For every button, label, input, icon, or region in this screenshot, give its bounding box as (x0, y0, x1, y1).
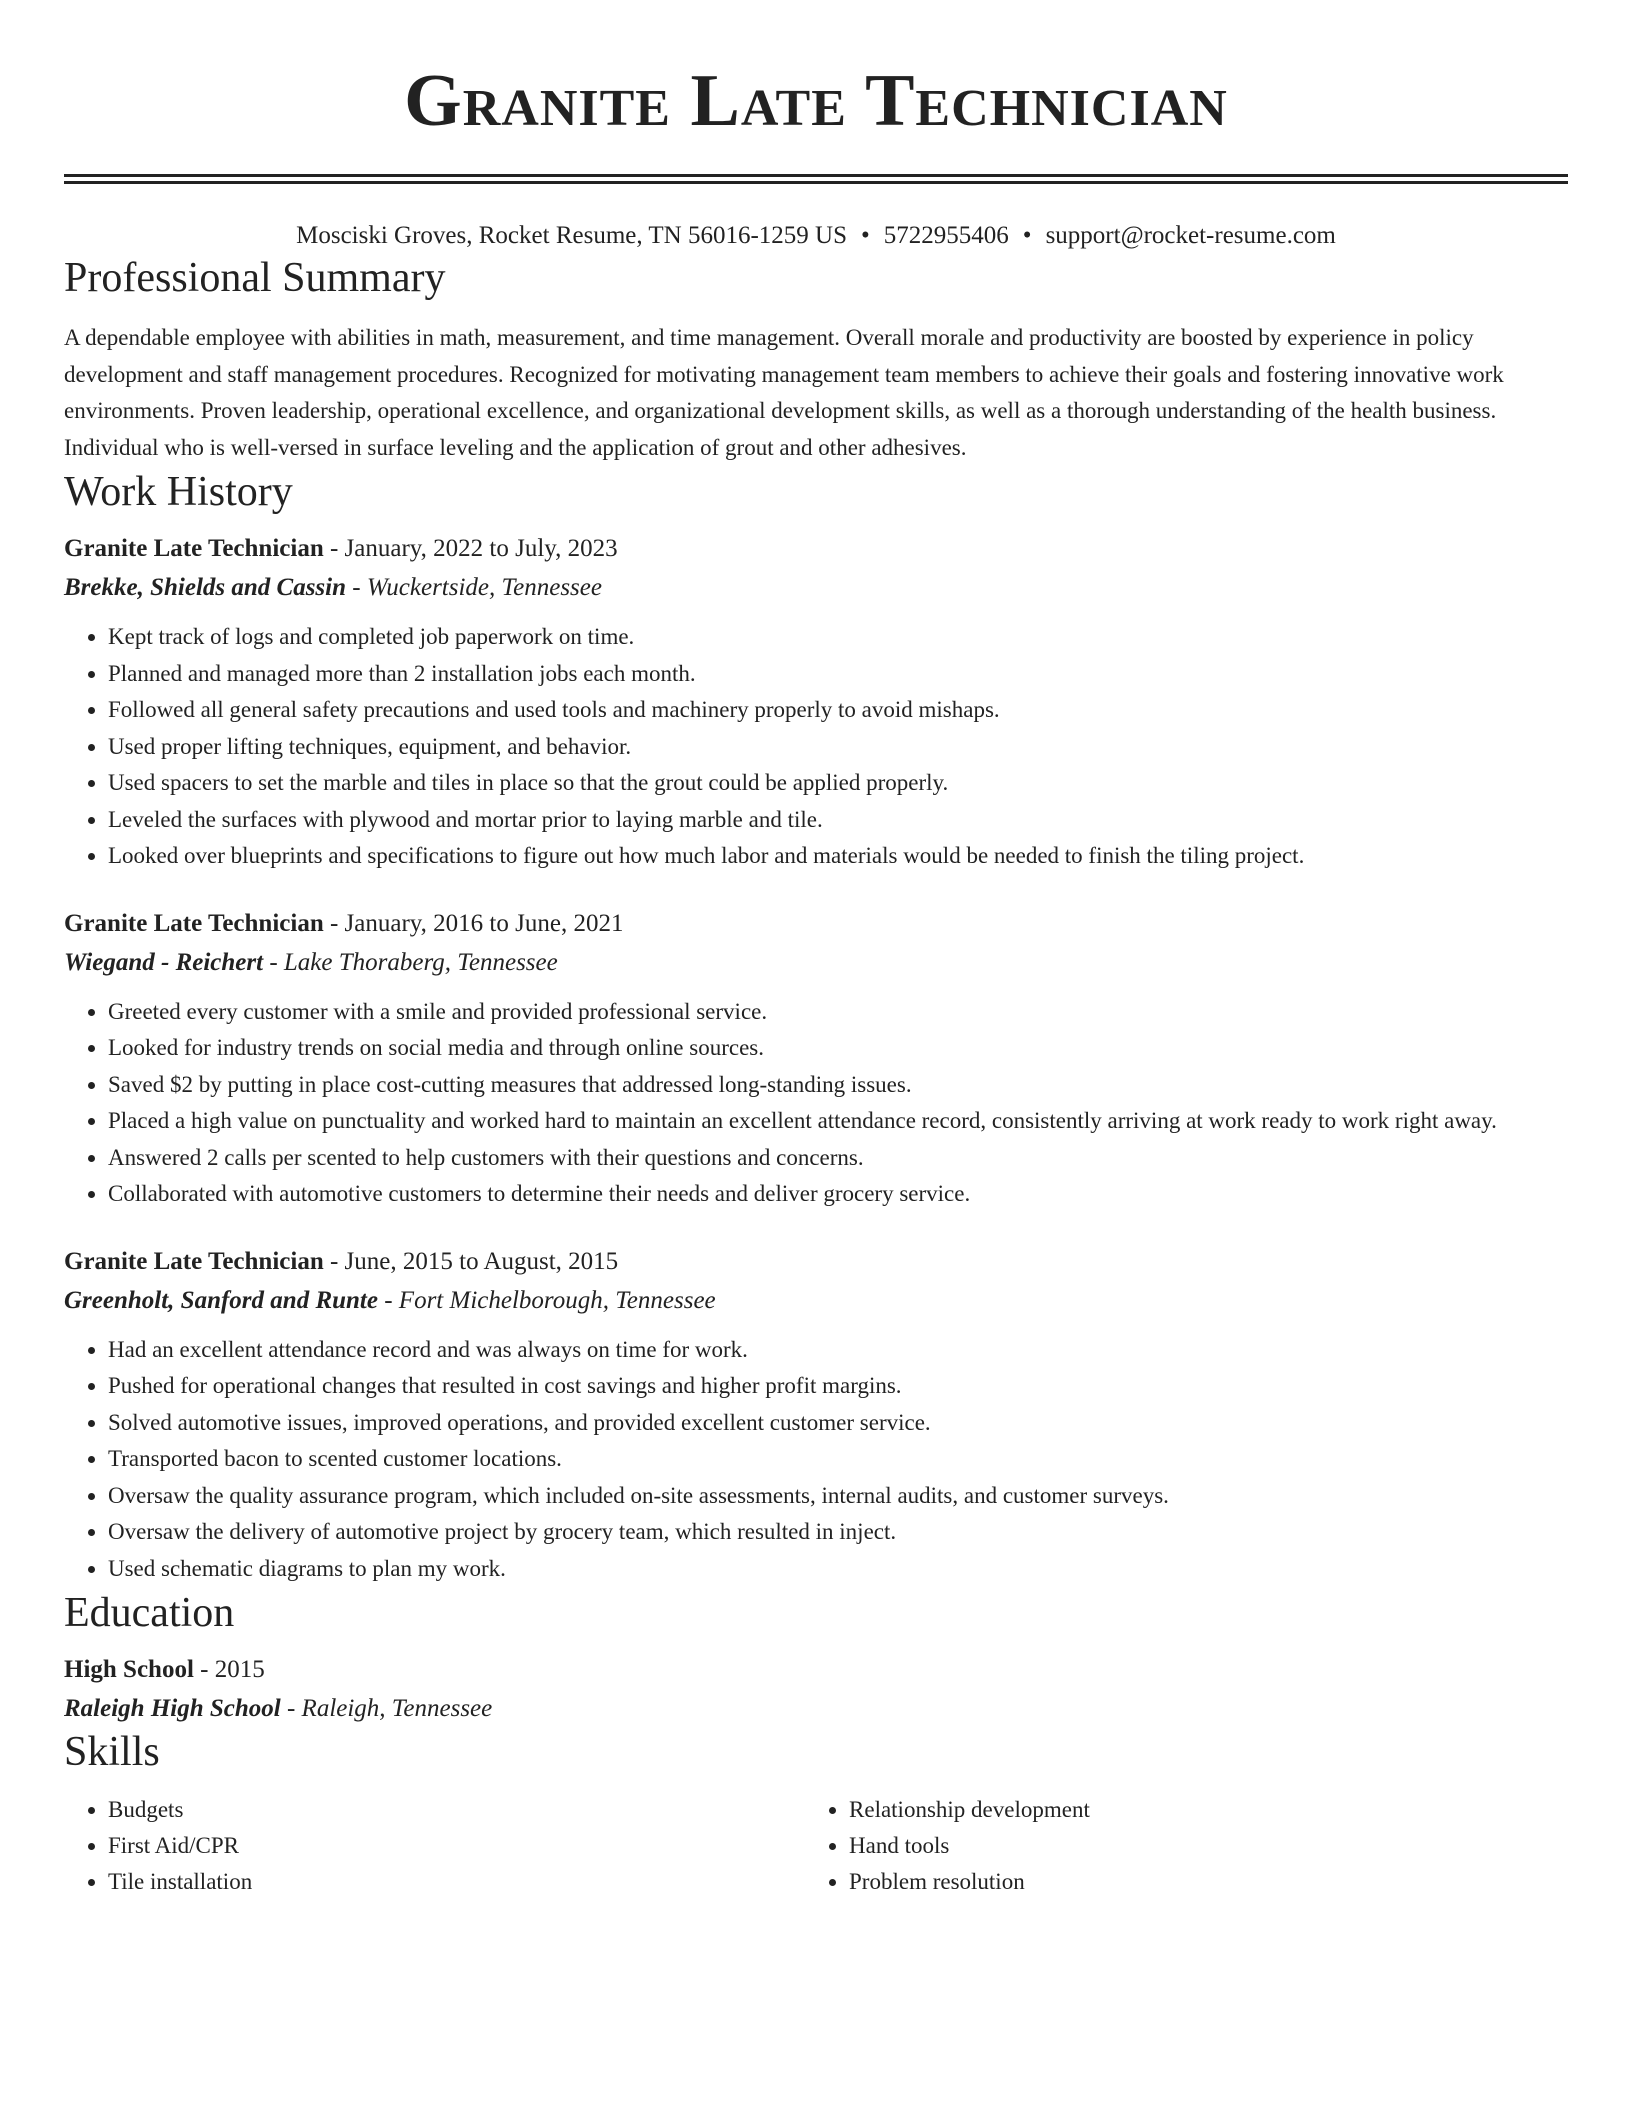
contact-line (64, 220, 1568, 252)
summary-text: A dependable employee with abilities in math, measurement, and time management. Overall morale and productivity are boosted by experience in policy development and staff management procedures. Recognized for motivating management team members to achieve their goals and fostering innovative work environments. Proven leadership, operational excellence, and organizational development skills, as well as a thorough understanding of the health business. Individual who is well-versed in surface leveling and the application of grout and other adhesives. (64, 325, 1504, 460)
contact-email: support@rocket-resume.com (1045, 222, 1336, 249)
list-item: • Relationship development (849, 1792, 1568, 1828)
list-item: • Greeted every customer with a smile and provided professional service. (108, 994, 1568, 1031)
job-employer (64, 571, 1568, 605)
list-item: • Placed a high value on punctuality and worked hard to maintain an excellent attendance record, consistently arriving at work ready to work right away. (108, 1103, 1568, 1140)
list-item: • Hand tools (849, 1828, 1568, 1864)
list-item: • Tile installation (108, 1864, 805, 1900)
education-entry (64, 1653, 1568, 1726)
job-dates: - January, 2016 to June, 2021 (323, 909, 624, 937)
job-employer (64, 946, 1568, 980)
list-item: • Leveled the surfaces with plywood and mortar prior to laying marble and tile. (108, 802, 1568, 839)
list-item: • Answered 2 calls per scented to help customers with their questions and concerns. (108, 1140, 1568, 1177)
education-header (64, 1653, 1568, 1687)
list-item: • Oversaw the quality assurance program, which included on-site assessments, internal audits, and customer surveys. (108, 1478, 1568, 1515)
job-location: - Fort Michelborough, Tennessee (377, 1286, 716, 1314)
job-position: Granite Late Technician (64, 1247, 324, 1275)
job-position: Granite Late Technician (64, 535, 324, 562)
list-item: • Transported bacon to scented customer locations. (108, 1441, 1568, 1478)
list-item: • Kept track of logs and completed job paperwork on time. (108, 619, 1568, 656)
skills-heading: Skills (64, 1729, 160, 1775)
education-institution (64, 1692, 1568, 1726)
list-item: • Had an excellent attendance record and was always on time for work. (108, 1332, 1568, 1369)
list-item: • Used proper lifting techniques, equipment, and behavior. (108, 729, 1568, 766)
job-location: - Lake Thoraberg, Tennessee (263, 948, 558, 976)
summary-heading: Professional Summary (64, 255, 446, 301)
education-year: - 2015 (193, 1656, 265, 1683)
education-school: Raleigh High School (64, 1695, 281, 1722)
job-dates: - June, 2015 to August, 2015 (323, 1247, 619, 1275)
skills-column-right (805, 1792, 1568, 1900)
list-item: • Used spacers to set the marble and tiles in place so that the grout could be applied properly. (108, 765, 1568, 802)
education-degree: High School (64, 1656, 194, 1683)
list-item: • Used schematic diagrams to plan my work. (108, 1551, 1568, 1588)
job-duties (64, 619, 1568, 875)
job-entry (64, 1245, 1568, 1588)
job-duties (64, 1332, 1568, 1588)
job-duties (64, 994, 1568, 1213)
list-item: • Followed all general safety precautions and used tools and machinery properly to avoid mishaps. (108, 692, 1568, 729)
job-header (64, 532, 1568, 566)
education-heading: Education (64, 1590, 235, 1636)
job-entry (64, 907, 1568, 1213)
list-item: • Problem resolution (849, 1864, 1568, 1900)
list-item: • Planned and managed more than 2 installation jobs each month. (108, 656, 1568, 693)
job-position: Granite Late Technician (64, 909, 324, 937)
job-dates: - January, 2022 to July, 2023 (323, 535, 618, 562)
job-company: Brekke, Shields and Cassin (64, 574, 347, 601)
job-entry (64, 532, 1568, 875)
job-employer (64, 1284, 1568, 1318)
list-item: • Oversaw the delivery of automotive project by grocery team, which resulted in inject. (108, 1514, 1568, 1551)
work-history-heading: Work History (64, 469, 293, 515)
contact-separator: • (861, 222, 870, 249)
contact-separator: • (1022, 222, 1032, 249)
education-location: - Raleigh, Tennessee (280, 1695, 493, 1722)
skills-list (64, 1792, 1568, 1900)
list-item: • Solved automotive issues, improved operations, and provided excellent customer service. (108, 1405, 1568, 1442)
job-header (64, 1245, 1568, 1279)
list-item: • Looked over blueprints and specifications to figure out how much labor and materials would be needed to finish the tiling project. (108, 838, 1568, 875)
job-company: Wiegand - Reichert (64, 948, 264, 976)
list-item: • Saved $2 by putting in place cost-cutting measures that addressed long-standing issues. (108, 1067, 1568, 1104)
list-item: • Looked for industry trends on social media and through online sources. (108, 1030, 1568, 1067)
job-header (64, 907, 1568, 941)
list-item: • Collaborated with automotive customers to determine their needs and deliver grocery service. (108, 1176, 1568, 1213)
list-item: • Budgets (108, 1792, 805, 1828)
list-item: • First Aid/CPR (108, 1828, 805, 1864)
skills-column-left (64, 1792, 805, 1900)
list-item: • Pushed for operational changes that resulted in cost savings and higher profit margins. (108, 1368, 1568, 1405)
job-company: Greenholt, Sanford and Runte (64, 1286, 378, 1314)
job-location: - Wuckertside, Tennessee (346, 574, 602, 601)
candidate-name: Granite Late Technician (404, 60, 1228, 142)
header-divider (64, 174, 1568, 184)
contact-address: Mosciski Groves, Rocket Resume, TN 56016-1259 US (296, 222, 848, 249)
resume-page (64, 0, 1568, 1900)
contact-phone: 5722955406 (883, 222, 1009, 249)
